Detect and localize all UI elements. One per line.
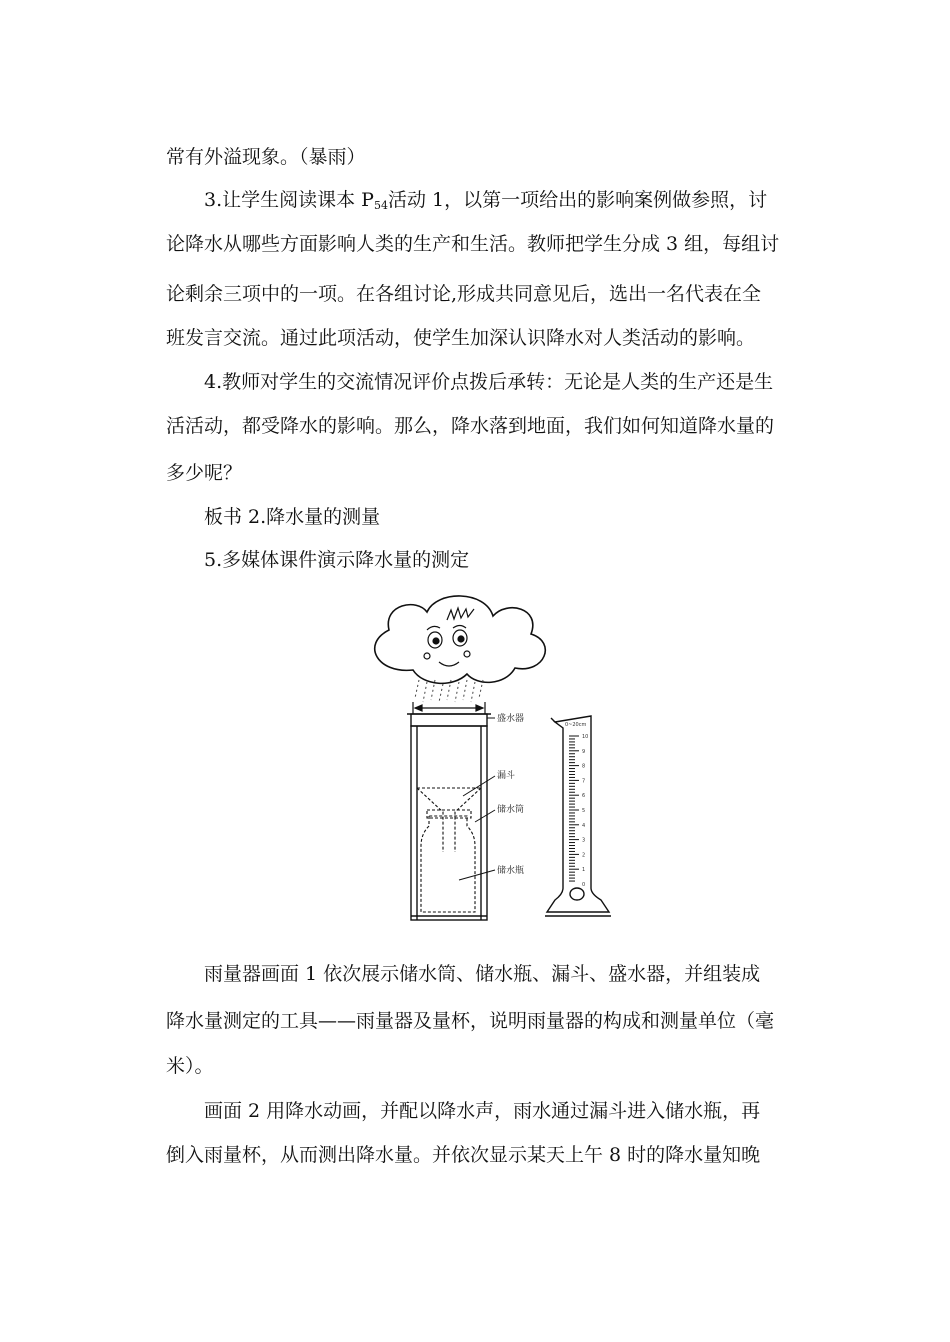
text-run: 活动 1，以第一项给出的影响案例做参照，讨	[387, 189, 768, 211]
cup-scale-number: 10	[582, 734, 589, 740]
storage-bottle	[421, 810, 475, 912]
board-heading: 板书 2.降水量的测量	[204, 506, 381, 528]
leader-lines	[459, 718, 495, 880]
text-run: 3.让学生阅读课本 P	[204, 189, 374, 211]
funnel-label: 漏斗	[497, 771, 516, 781]
paragraph-line: 画面 2 用降水动画，并配以降水声，雨水通过漏斗进入储水瓶，再	[204, 1100, 761, 1122]
cup-scale-number: 2	[582, 852, 586, 859]
cup-scale-number: 1	[582, 867, 586, 874]
rain-gauge-illustration	[355, 590, 625, 930]
cylinder-label: 储水筒	[497, 805, 525, 815]
paragraph-line: 论剩余三项中的一项。在各组讨论,形成共同意见后，选出一名代表在全	[166, 283, 762, 305]
cup-scale-number: 7	[582, 778, 586, 785]
cup-scale-number: 4	[582, 822, 586, 829]
cup-scale-number: 0	[582, 882, 586, 888]
rain-gauge-body	[407, 714, 491, 920]
paragraph-line	[204, 188, 767, 218]
page-subscript: 54	[373, 199, 388, 212]
measuring-cup	[545, 716, 611, 916]
cup-range-label: 0~20cm	[565, 722, 587, 728]
paragraph-line: 倒入雨量杯，从而测出降水量。并依次显示某天上午 8 时的降水量知晚	[166, 1144, 761, 1166]
cup-scale-number: 6	[582, 793, 586, 800]
diameter-arrow	[413, 702, 485, 714]
paragraph-line: 5.多媒体课件演示降水量的测定	[204, 549, 470, 571]
paragraph-line: 雨量器画面 1 依次展示储水筒、储水瓶、漏斗、盛水器，并组装成	[204, 963, 761, 985]
paragraph-line: 活活动，都受降水的影响。那么，降水落到地面，我们如何知道降水量的	[166, 415, 775, 437]
paragraph-line: 多少呢？	[166, 462, 243, 484]
cup-scale-number: 9	[582, 748, 586, 755]
cup-scale-number: 3	[582, 837, 586, 844]
paragraph-line: 降水量测定的工具——雨量器及量杯，说明雨量器的构成和测量单位（毫	[166, 1010, 775, 1032]
paragraph-line: 4.教师对学生的交流情况评价点拨后承转：无论是人类的生产还是生	[204, 371, 774, 393]
cup-scale-number: 5	[582, 808, 586, 814]
paragraph-line: 论降水从哪些方面影响人类的生产和生活。教师把学生分成 3 组，每组讨	[166, 233, 780, 255]
cup-scale	[569, 734, 588, 888]
rain-gauge-figure	[355, 590, 625, 930]
paragraph-line: 米）。	[166, 1055, 214, 1077]
collector-label: 盛水器	[497, 714, 525, 724]
paragraph-line: 常有外溢现象。（暴雨）	[166, 146, 366, 168]
bottle-label: 储水瓶	[497, 866, 525, 876]
paragraph-line: 班发言交流。通过此项活动，使学生加深认识降水对人类活动的影响。	[166, 327, 756, 349]
cup-scale-number: 8	[582, 763, 586, 770]
funnel	[417, 788, 481, 852]
